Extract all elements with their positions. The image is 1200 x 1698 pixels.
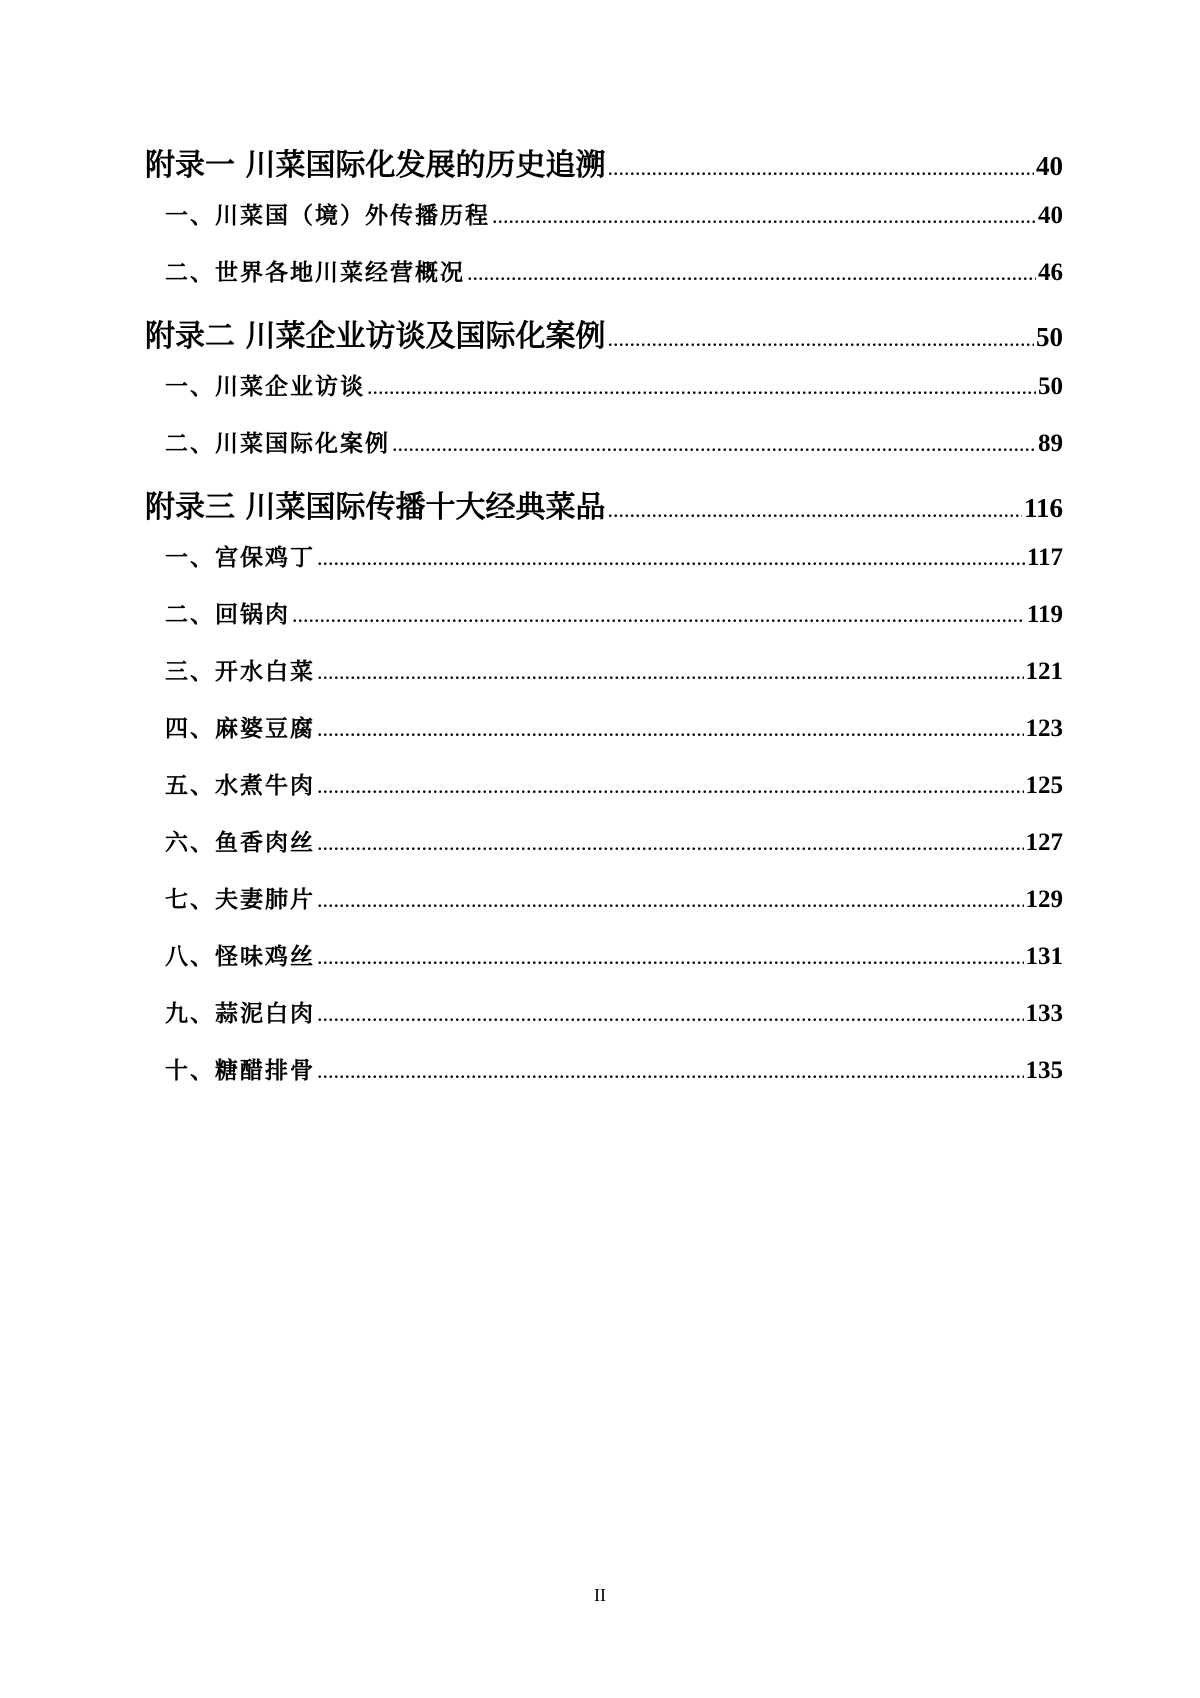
toc-entry-page: 50 — [1038, 373, 1063, 400]
toc-entry[interactable] — [145, 539, 1063, 596]
toc-entry-page: 127 — [1025, 829, 1063, 856]
toc-entry-label: 五、水煮牛肉 — [165, 772, 315, 799]
toc-leader-dots — [367, 374, 1036, 400]
toc-entry-page: 40 — [1036, 151, 1063, 181]
toc-leader-dots — [317, 659, 1024, 685]
toc-entry-label: 七、夫妻肺片 — [165, 886, 315, 913]
toc-entry-page: 123 — [1025, 715, 1063, 742]
toc-entry-label: 八、怪味鸡丝 — [165, 943, 315, 970]
toc-entry[interactable] — [145, 140, 1063, 197]
toc-entry-page: 121 — [1025, 658, 1063, 685]
toc-entry-label: 十、糖醋排骨 — [165, 1057, 315, 1084]
toc-leader-dots — [317, 716, 1024, 742]
toc-leader-dots — [317, 773, 1024, 799]
toc-entry-page: 133 — [1025, 1000, 1063, 1027]
toc-entry-label: 三、开水白菜 — [165, 658, 315, 685]
toc-entry[interactable] — [145, 368, 1063, 425]
toc-entry[interactable] — [145, 938, 1063, 995]
toc-leader-dots — [467, 260, 1036, 286]
toc-entry-page: 117 — [1026, 544, 1063, 571]
toc-entry[interactable] — [145, 482, 1063, 539]
toc-leader-dots — [317, 944, 1024, 970]
toc-entry[interactable] — [145, 596, 1063, 653]
toc-entry-page: 89 — [1038, 430, 1063, 457]
toc-leader-dots — [607, 155, 1034, 181]
toc-leader-dots — [292, 602, 1025, 628]
toc-entry-label: 附录三 川菜国际传播十大经典菜品 — [145, 490, 606, 525]
toc-entry-label: 一、川菜国（境）外传播历程 — [165, 202, 490, 229]
toc-leader-dots — [317, 1001, 1024, 1027]
toc-entry-label: 附录一 川菜国际化发展的历史追溯 — [145, 148, 606, 183]
toc-entry-page: 40 — [1038, 202, 1063, 229]
toc-entry[interactable] — [145, 995, 1063, 1052]
toc-entry[interactable] — [145, 311, 1063, 368]
toc-entry-label: 二、回锅肉 — [165, 601, 290, 628]
toc-entry-page: 116 — [1023, 493, 1063, 523]
toc-entry-page: 131 — [1025, 943, 1063, 970]
toc-entry-page: 46 — [1038, 259, 1063, 286]
toc-entry[interactable] — [145, 197, 1063, 254]
toc-entry[interactable] — [145, 881, 1063, 938]
toc-entry[interactable] — [145, 710, 1063, 767]
toc-leader-dots — [317, 830, 1024, 856]
toc-leader-dots — [317, 1058, 1024, 1084]
table-of-contents — [145, 140, 1063, 1109]
toc-leader-dots — [492, 203, 1036, 229]
toc-entry[interactable] — [145, 425, 1063, 482]
toc-entry[interactable] — [145, 1052, 1063, 1109]
toc-leader-dots — [392, 431, 1036, 457]
page-number: II — [594, 1585, 606, 1605]
toc-entry-label: 二、川菜国际化案例 — [165, 430, 390, 457]
toc-entry[interactable] — [145, 824, 1063, 881]
toc-entry-label: 六、鱼香肉丝 — [165, 829, 315, 856]
toc-leader-dots — [317, 887, 1024, 913]
toc-entry-label: 一、宫保鸡丁 — [165, 544, 315, 571]
toc-leader-dots — [607, 497, 1022, 523]
toc-entry-page: 129 — [1025, 886, 1063, 913]
toc-entry-label: 一、川菜企业访谈 — [165, 373, 365, 400]
toc-entry-page: 119 — [1026, 601, 1063, 628]
toc-entry-page: 50 — [1036, 322, 1063, 352]
toc-entry[interactable] — [145, 653, 1063, 710]
toc-entry-label: 二、世界各地川菜经营概况 — [165, 259, 465, 286]
toc-leader-dots — [607, 326, 1034, 352]
toc-entry[interactable] — [145, 254, 1063, 311]
toc-entry[interactable] — [145, 767, 1063, 824]
toc-entry-label: 附录二 川菜企业访谈及国际化案例 — [145, 319, 606, 354]
toc-entry-label: 四、麻婆豆腐 — [165, 715, 315, 742]
toc-entry-page: 125 — [1025, 772, 1063, 799]
toc-entry-label: 九、蒜泥白肉 — [165, 1000, 315, 1027]
toc-leader-dots — [317, 545, 1025, 571]
toc-entry-page: 135 — [1025, 1057, 1063, 1084]
